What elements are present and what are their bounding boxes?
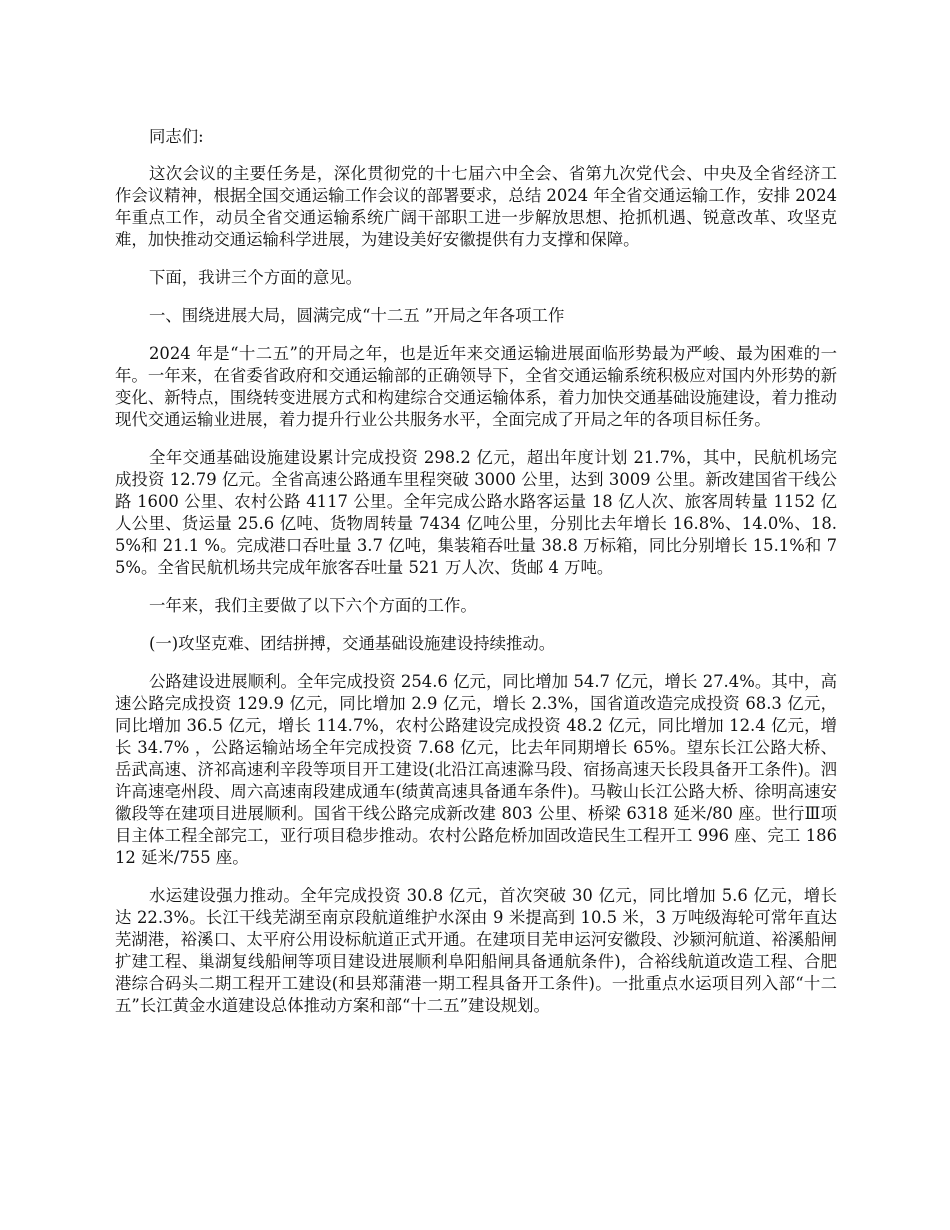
waterway-paragraph: 水运建设强力推动。全年完成投资 30.8 亿元，首次突破 30 亿元，同比增加 5.6 亿元，增长达 22.3%。长江干线芜湖至南京段航道维护水深由 9 米提高到 10.5 米，3 万吨级海轮可常年直达芜湖港，裕溪口、太平府公用设标航道正式开通。在建项目芜申运河安徽段、沙颍河航道、裕溪船闸扩建工程、巢湖复线船闸等项目建设进展顺利阜阳船闸具备通航条件)，合裕线航道改造工程、合肥港综合码头二期工程开工建设(和县郑蒲港一期工程具备开工条件)。一批重点水运项目列入部“十二五”长江黄金水道建设总体推动方案和部“十二五”建设规划。: [115, 886, 837, 1015]
summary-paragraph: 一年来，我们主要做了以下六个方面的工作。: [149, 596, 477, 615]
section-heading: 一、围绕进展大局，圆满完成“十二五 ”开局之年各项工作: [149, 306, 565, 325]
subsection-heading: (一)攻坚克难、团结拼搏，交通基础设施建设持续推动。: [149, 634, 556, 653]
document-body: [115, 126, 837, 1033]
overview-paragraph: 2024 年是“十二五”的开局之年，也是近年来交通运输进展面临形势最为严峻、最为困难的一年。一年来，在省委省政府和交通运输部的正确领导下，全省交通运输系统积极应对国内外形势的新变化、新特点，围绕转变进展方式和构建综合交通运输体系，着力加快交通基础设施建设，着力推动现代交通运输业进展，着力提升行业公共服务水平，全面完成了开局之年的各项目标任务。: [115, 344, 837, 429]
outline-paragraph: 下面，我讲三个方面的意见。: [149, 268, 363, 287]
salutation: 同志们:: [149, 127, 204, 146]
intro-paragraph: 这次会议的主要任务是，深化贯彻党的十七届六中全会、省第九次党代会、中央及全省经济工作会议精神，根据全国交通运输工作会议的部署要求，总结 2024 年全省交通运输工作，安排 2024 年重点工作，动员全省交通运输系统广阔干部职工进一步解放思想、抢抓机遇、锐意改革、攻坚克难，加快推动交通运输科学进展，为建设美好安徽提供有力支撑和保障。: [115, 164, 837, 249]
statistics-paragraph: 全年交通基础设施建设累计完成投资 298.2 亿元，超出年度计划 21.7%，其中，民航机场完成投资 12.79 亿元。全省高速公路通车里程突破 3000 公里，达到 3009 公里。新改建国省干线公路 1600 公里、农村公路 4117 公里。全年完成公路水路客运量 18 亿人次、旅客周转量 1152 亿人公里、货运量 25.6 亿吨、货物周转量 7434 亿吨公里，分别比去年增长 16.8%、14.0%、18.5%和 21.1 %。完成港口吞吐量 3.7 亿吨，集装箱吞吐量 38.8 万标箱，同比分别增长 15.1%和 75%。全省民航机场共完成年旅客吞吐量 521 万人次、货邮 4 万吨。: [115, 448, 837, 577]
highway-paragraph: 公路建设进展顺利。全年完成投资 254.6 亿元，同比增加 54.7 亿元，增长 27.4%。其中，高速公路完成投资 129.9 亿元，同比增加 2.9 亿元，增长 2.3%，国省道改造完成投资 68.3 亿元，同比增加 36.5 亿元，增长 114.7%，农村公路建设完成投资 48.2 亿元，同比增加 12.4 亿元，增长 34.7% ，公路运输站场全年完成投资 7.68 亿元，比去年同期增长 65%。望东长江公路大桥、岳武高速、济祁高速利辛段等项目开工建设(北沿江高速滁马段、宿扬高速天长段具备开工条件)。泗许高速亳州段、周六高速南段建成通车(绩黄高速具备通车条件)。马鞍山长江公路大桥、徐明高速安徽段等在建项目进展顺利。国省干线公路完成新改建 803 公里、桥梁 6318 延米/80 座。世行Ⅲ项目主体工程全部完工，亚行项目稳步推动。农村公路危桥加固改造民生工程开工 996 座、完工 18612 延米/755 座。: [115, 672, 837, 867]
